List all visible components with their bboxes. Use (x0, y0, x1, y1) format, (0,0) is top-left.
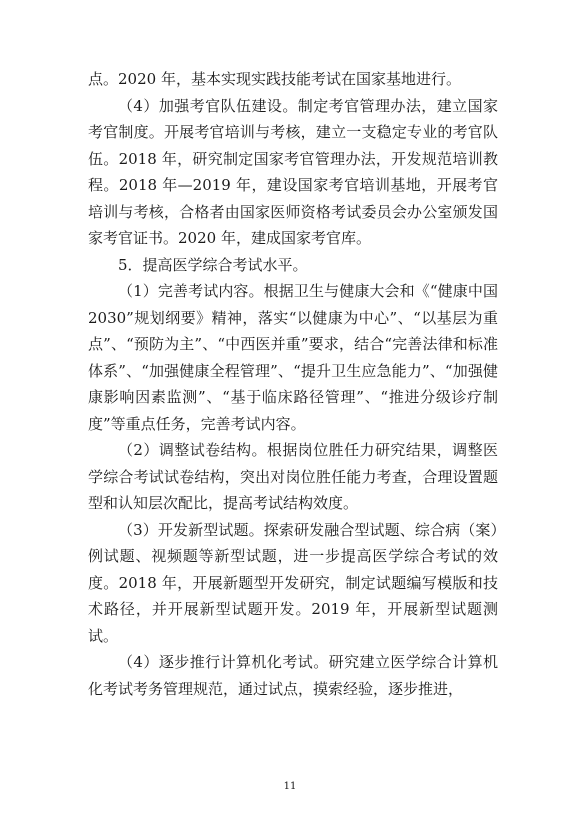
paragraph-examiner-team: （4）加强考官队伍建设。制定考官管理办法，建立国家考官制度。开展考官培训与考核，建立一支稳定专业的考官队伍。2018 年，研究制定国家考官管理办法，开发规范培训教程。2018 年—2019 年，建设国家考官培训基地，开展考官培训与考核，合格者由国家医师资格考试委员会办公室颁发国家考官证书。2020 年，建成国家考官库。 (88, 96, 498, 247)
paragraph-computer-based: （4）逐步推行计算机化考试。研究建立医学综合计算机化考试考务管理规范，通过试点，摸索经验，逐步推进， (88, 653, 498, 698)
page-number: 11 (283, 781, 297, 792)
paragraph-continuation: 点。2020 年，基本实现实践技能考试在国家基地进行。 (88, 70, 461, 88)
paragraph-exam-content: （1）完善考试内容。根据卫生与健康大会和《“健康中国 2030”规划纲要》精神，落实“以健康为中心”、“以基层为重点”、“预防为主”、“中西医并重”要求，结合“完善法律和标准体系”、“加强健康全程管理”、“提升卫生应急能力”、“加强健康影响因素监测”、“基于临床路径管理”、“推进分级诊疗制度”等重点任务，完善考试内容。 (88, 282, 498, 433)
section-heading-5: 5．提高医学综合考试水平。 (118, 255, 308, 274)
body-text (88, 66, 498, 702)
paragraph-new-items: （3）开发新型试题。探索研发融合型试题、综合病（案）例试题、视频题等新型试题，进一步提高医学综合考试的效度。2018 年，开展新题型开发研究，制定试题编写模版和技术路径，并开展新型试题开发。2019 年，开展新型试题测试。 (88, 520, 498, 645)
paragraph-paper-structure: （2）调整试卷结构。根据岗位胜任力研究结果，调整医学综合考试试卷结构，突出对岗位胜任能力考查，合理设置题型和认知层次配比，提高考试结构效度。 (88, 441, 498, 512)
